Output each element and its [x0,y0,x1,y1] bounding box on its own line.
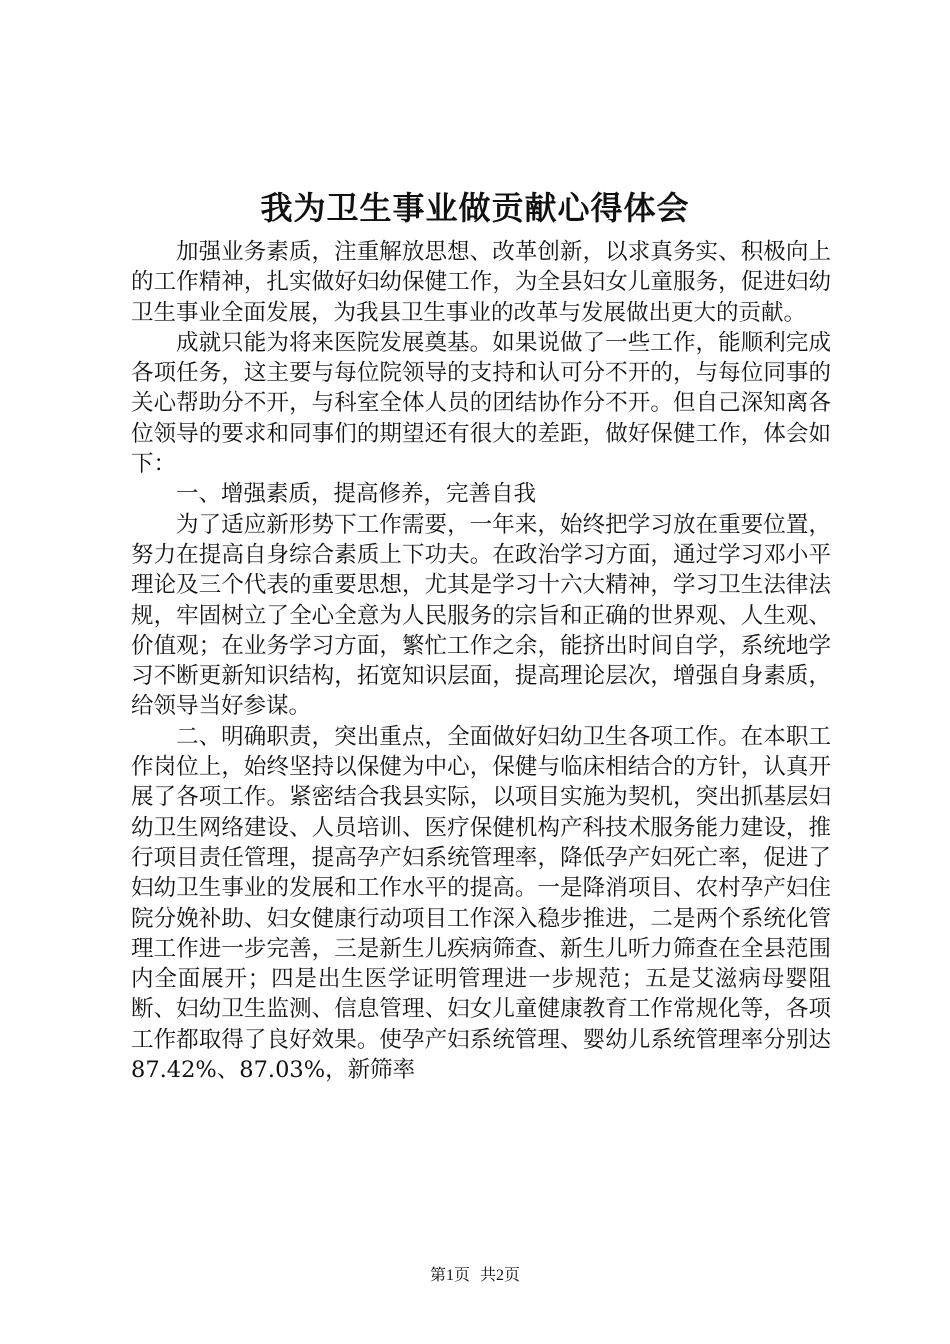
document-title: 我为卫生事业做贡献心得体会 [260,189,690,227]
page-total: 共2页 [480,1267,521,1284]
paragraph-intro: 加强业务素质，注重解放思想、改革创新，以求真务实、积极向上的工作精神，扎实做好妇幼保健工作，为全县妇女儿童服务，促进妇幼卫生事业全面发展，为我县卫生事业的改革与发展做出更大的贡献。 [131,239,831,326]
section-heading-1: 一、增强素质，提高修养，完善自我 [176,481,537,508]
paragraph-duties: 二、明确职责，突出重点，全面做好妇幼卫生各项工作。在本职工作岗位上，始终坚持以保健为中心，保健与临床相结合的方针，认真开展了各项工作。紧密结合我县实际，以项目实施为契机，突出抓基层妇幼卫生网络建设、人员培训、医疗保健机构产科技术服务能力建设，推行项目责任管理，提高孕产妇系统管理率，降低孕产妇死亡率，促进了妇幼卫生事业的发展和工作水平的提高。一是降消项目、农村孕产妇住院分娩补助、妇女健康行动项目工作深入稳步推进，二是两个系统化管理工作进一步完善，三是新生儿疾病筛查、新生儿听力筛查在全县范围内全面展开；四是出生医学证明管理进一步规范；五是艾滋病母婴阻断、妇幼卫生监测、信息管理、妇女儿童健康教育工作常规化等，各项工作都取得了良好效果。使孕产妇系统管理、婴幼儿系统管理率分别达87.42%、87.03%，新筛率 [131,723,831,1084]
page-number: 第1页 [429,1267,470,1284]
page-footer [0,1266,950,1286]
document-body [131,237,831,1085]
paragraph-study: 为了适应新形势下工作需要，一年来，始终把学习放在重要位置，努力在提高自身综合素质上下功夫。在政治学习方面，通过学习邓小平理论及三个代表的重要思想，尤其是学习十六大精神，学习卫生法律法规，牢固树立了全心全意为人民服务的宗旨和正确的世界观、人生观、价值观；在业务学习方面，繁忙工作之余，能挤出时间自学，系统地学习不断更新知识结构，拓宽知识层面，提高理论层次，增强自身素质，给领导当好参谋。 [131,511,831,720]
paragraph-achievements: 成就只能为将来医院发展奠基。如果说做了一些工作，能顺利完成各项任务，这主要与每位院领导的支持和认可分不开的，与每位同事的关心帮助分不开，与科室全体人员的团结协作分不开。但自己深知离各位领导的要求和同事们的期望还有很大的差距，做好保健工作，体会如下： [131,329,831,478]
